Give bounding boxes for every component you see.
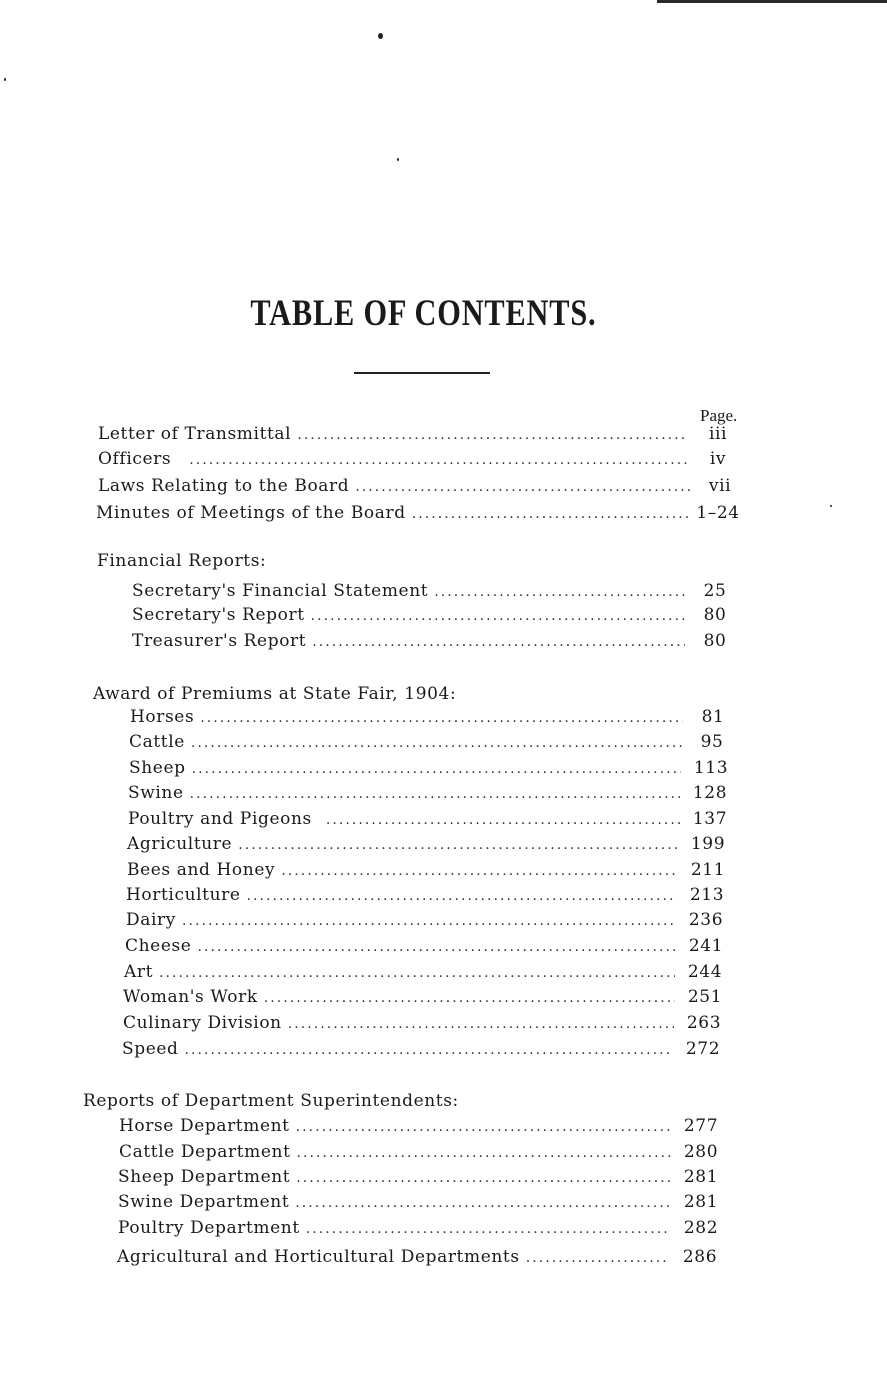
- toc-entry: [128, 782, 728, 804]
- toc-entry-page: 113: [693, 758, 729, 778]
- leader-dots: [296, 1167, 671, 1189]
- toc-entry-page: 211: [690, 860, 726, 880]
- toc-entry: [128, 808, 728, 830]
- toc-entry-page: 137: [692, 809, 728, 829]
- toc-entry-label: Horticulture: [126, 885, 241, 905]
- toc-entry-page: 244: [687, 962, 723, 982]
- leader-dots: [191, 732, 682, 754]
- toc-entry-label: Officers: [98, 449, 172, 469]
- toc-entry-label: Laws Relating to the Board: [98, 476, 350, 496]
- toc-entry-label: Secretary's Financial Statement: [132, 581, 429, 601]
- toc-entry: [130, 706, 725, 728]
- toc-entry-label: Horses: [130, 707, 195, 727]
- toc-entry: [122, 1038, 721, 1060]
- leader-dots: [526, 1247, 670, 1269]
- toc-entry-label: Culinary Division: [123, 1013, 282, 1033]
- leader-dots: [159, 962, 675, 984]
- toc-entry-page: 241: [688, 936, 724, 956]
- toc-entry-label: Art: [124, 962, 154, 982]
- toc-entry: [118, 1191, 719, 1213]
- leader-dots: [182, 910, 676, 932]
- section-heading: Award of Premiums at State Fair, 1904:: [93, 684, 457, 704]
- leader-dots: [192, 758, 681, 780]
- leader-dots: [295, 1192, 671, 1214]
- toc-entry: [96, 502, 740, 524]
- toc-entry-page: 213: [689, 885, 725, 905]
- toc-entry-label: Agricultural and Horticultural Departments: [117, 1247, 520, 1267]
- toc-entry: [127, 859, 726, 881]
- page-title: TABLE OF CONTENTS.: [250, 293, 597, 334]
- toc-entry-page: iii: [708, 424, 728, 444]
- toc-entry-label: Agriculture: [127, 834, 233, 854]
- leader-dots: [189, 449, 688, 471]
- toc-entry-page: 272: [685, 1039, 721, 1059]
- toc-entry-label: Cattle Department: [119, 1142, 291, 1162]
- leader-dots: [412, 503, 688, 525]
- toc-entry: [126, 884, 725, 906]
- toc-entry-label: Letter of Transmittal: [98, 424, 292, 444]
- toc-entry-page: vii: [708, 476, 732, 496]
- leader-dots: [306, 1218, 671, 1240]
- leader-dots: [312, 631, 685, 653]
- toc-entry-label: Dairy: [126, 910, 176, 930]
- toc-entry-label: Cheese: [125, 936, 192, 956]
- toc-entry: [132, 580, 727, 602]
- toc-entry-label: Sheep Department: [118, 1167, 291, 1187]
- leader-dots: [190, 783, 680, 805]
- leader-dots: [326, 809, 680, 831]
- toc-entry: [125, 935, 724, 957]
- leader-dots: [288, 1013, 674, 1035]
- leader-dots: [297, 424, 688, 446]
- ink-speck: [830, 505, 832, 507]
- toc-entry-label: Swine Department: [118, 1192, 290, 1212]
- title-underline-rule: [354, 372, 490, 374]
- toc-entry-page: 80: [703, 605, 727, 625]
- toc-entry-label: Poultry and Pigeons: [128, 809, 312, 829]
- toc-entry-page: 251: [687, 987, 723, 1007]
- toc-entry-page: 263: [686, 1013, 722, 1033]
- toc-entry: [132, 630, 727, 652]
- toc-entry: [129, 731, 724, 753]
- toc-entry: [123, 1012, 722, 1034]
- ink-speck: [4, 78, 6, 81]
- leader-dots: [296, 1116, 671, 1138]
- toc-entry-label: Cattle: [129, 732, 185, 752]
- toc-entry: [98, 475, 732, 497]
- toc-entry-page: 277: [683, 1116, 719, 1136]
- leader-dots: [197, 936, 676, 958]
- toc-entry: [119, 1115, 719, 1137]
- leader-dots: [200, 707, 683, 729]
- toc-entry-page: 286: [682, 1247, 718, 1267]
- toc-entry: [123, 986, 723, 1008]
- leader-dots: [434, 581, 685, 603]
- section-heading: Reports of Department Superintendents:: [83, 1091, 459, 1111]
- toc-entry-label: Secretary's Report: [132, 605, 305, 625]
- toc-entry: [126, 909, 724, 931]
- toc-entry-page: 80: [703, 631, 727, 651]
- ink-speck: [397, 158, 399, 161]
- toc-entry: [98, 423, 728, 445]
- toc-entry-label: Speed: [122, 1039, 179, 1059]
- leader-dots: [238, 834, 678, 856]
- page-column-header: Page.: [700, 406, 738, 425]
- toc-entry: [127, 833, 726, 855]
- section-heading: Financial Reports:: [97, 551, 267, 571]
- toc-entry-page: 236: [688, 910, 724, 930]
- leader-dots: [297, 1142, 671, 1164]
- toc-entry: [132, 604, 727, 626]
- toc-entry: [118, 1217, 719, 1239]
- toc-entry: [117, 1246, 718, 1268]
- toc-entry-label: Horse Department: [119, 1116, 290, 1136]
- toc-entry: [129, 757, 729, 779]
- toc-entry: [124, 961, 723, 983]
- toc-entry-page: iv: [709, 449, 727, 469]
- toc-entry-label: Poultry Department: [118, 1218, 300, 1238]
- leader-dots: [355, 476, 690, 498]
- toc-entry-page: 199: [690, 834, 726, 854]
- toc-entry: [118, 1166, 719, 1188]
- toc-entry-label: Treasurer's Report: [132, 631, 307, 651]
- leader-dots: [311, 605, 685, 627]
- toc-entry: [119, 1141, 719, 1163]
- leader-dots: [264, 987, 675, 1009]
- toc-entry-page: 1–24: [696, 503, 740, 523]
- top-edge-rule: [657, 0, 887, 3]
- leader-dots: [247, 885, 677, 907]
- toc-entry-label: Minutes of Meetings of the Board: [96, 503, 406, 523]
- leader-dots: [185, 1039, 673, 1061]
- toc-entry-page: 25: [703, 581, 727, 601]
- ink-speck: [378, 33, 383, 39]
- toc-entry-page: 281: [683, 1167, 719, 1187]
- toc-entry-page: 81: [701, 707, 725, 727]
- toc-entry-page: 281: [683, 1192, 719, 1212]
- toc-entry-label: Bees and Honey: [127, 860, 276, 880]
- toc-entry-page: 95: [700, 732, 724, 752]
- toc-entry-page: 282: [683, 1218, 719, 1238]
- toc-entry-page: 128: [692, 783, 728, 803]
- leader-dots: [281, 860, 678, 882]
- toc-entry-label: Sheep: [129, 758, 186, 778]
- toc-entry-label: Swine: [128, 783, 184, 803]
- toc-entry-label: Woman's Work: [123, 987, 258, 1007]
- toc-entry: [98, 448, 727, 470]
- toc-entry-page: 280: [683, 1142, 719, 1162]
